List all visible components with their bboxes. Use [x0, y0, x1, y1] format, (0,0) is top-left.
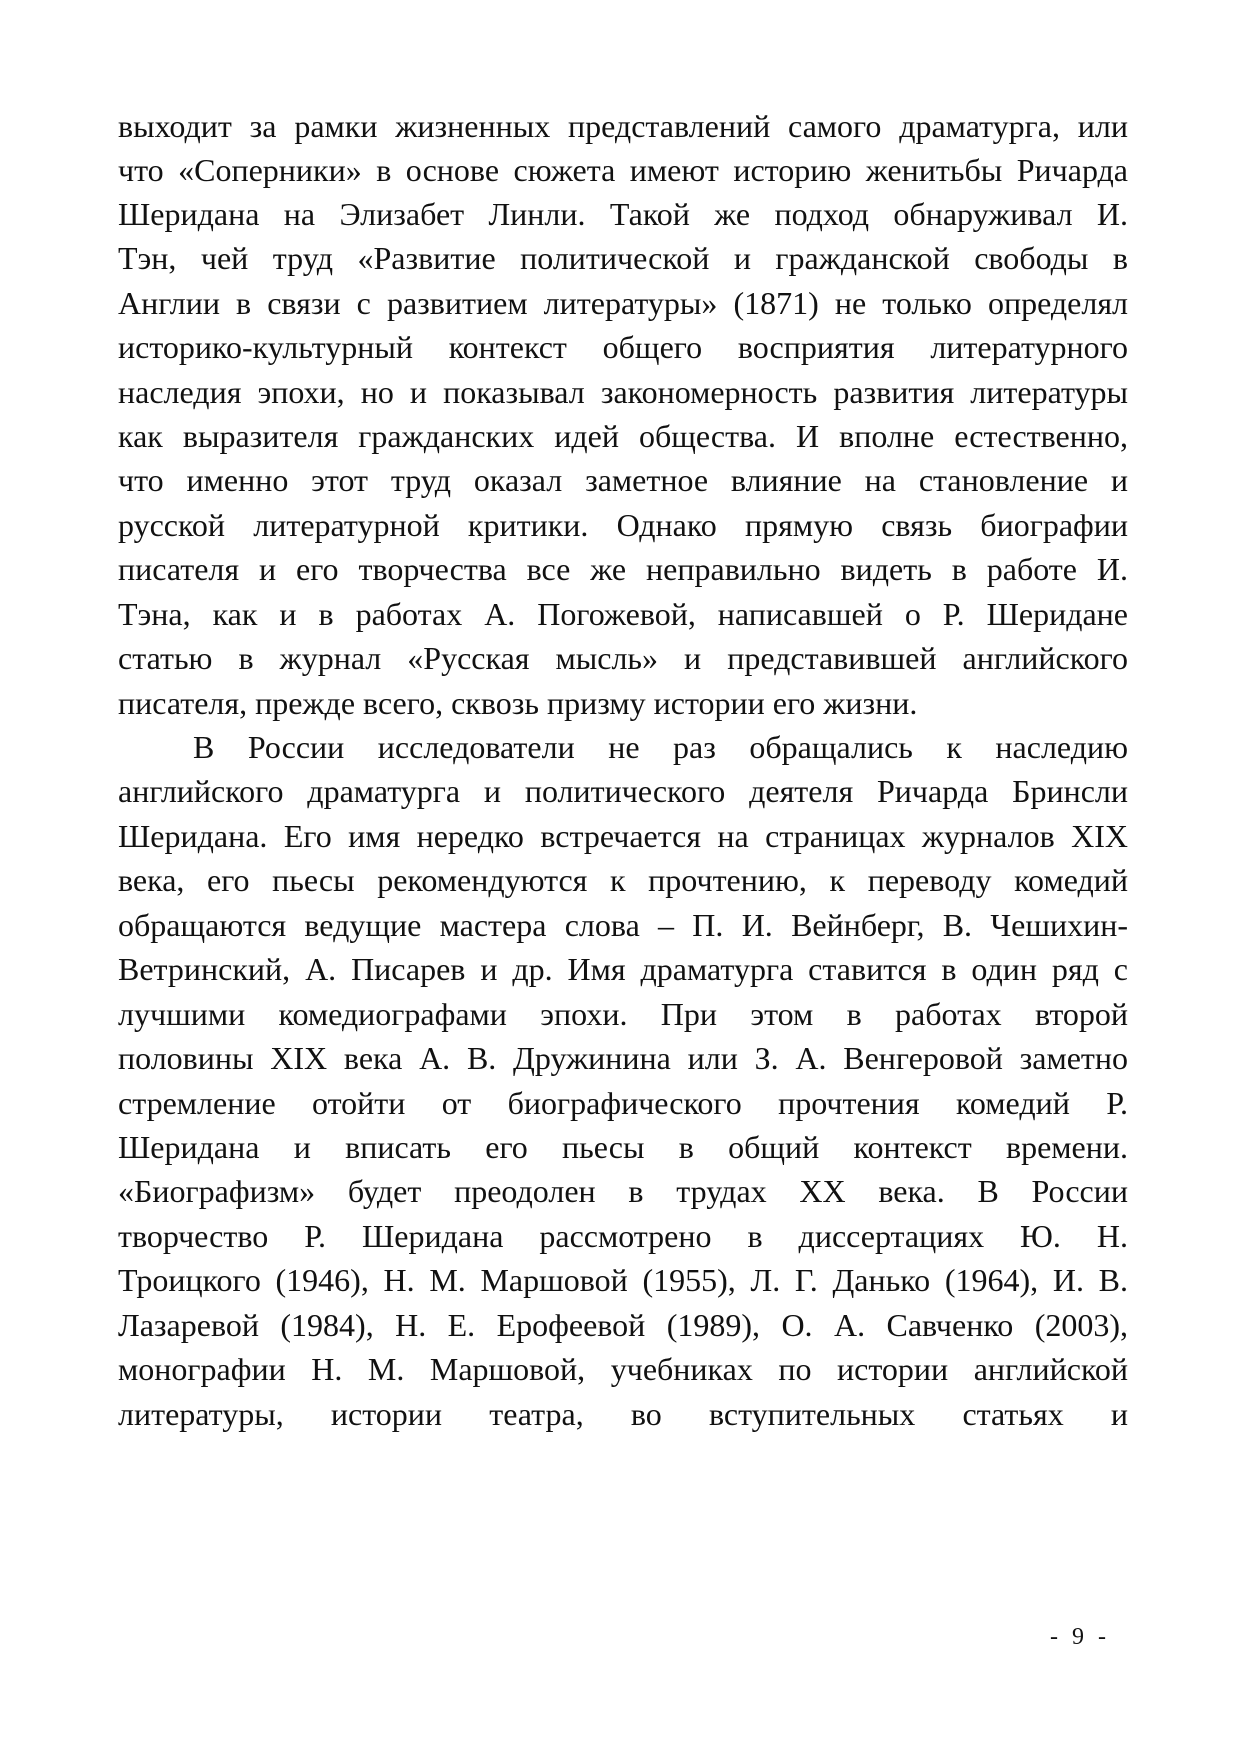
text-line: Англии в связи с развитием литературы» (1871) не только определял: [118, 285, 1128, 321]
text-line: В России исследователи не раз обращались к наследию: [193, 729, 1128, 765]
text-line: Тэна, как и в работах А. Погожевой, написавшей о Р. Шеридане: [118, 596, 1128, 632]
text-line: выходит за рамки жизненных представлений самого драматурга, или: [118, 108, 1128, 144]
text-line: обращаются ведущие мастера слова – П. И. Вейнберг, В. Чешихин-: [118, 907, 1128, 943]
text-line: русской литературной критики. Однако прямую связь биографии: [118, 507, 1128, 543]
text-line: стремление отойти от биографического прочтения комедий Р.: [118, 1085, 1128, 1121]
text-line: Шеридана. Его имя нередко встречается на страницах журналов XIX: [118, 818, 1128, 854]
text-line: Тэн, чей труд «Развитие политической и гражданской свободы в: [118, 240, 1128, 276]
text-line: лучшими комедиографами эпохи. При этом в работах второй: [118, 996, 1128, 1032]
text-line: как выразителя гражданских идей общества. И вполне естественно,: [118, 418, 1128, 454]
text-line: Лазаревой (1984), Н. Е. Ерофеевой (1989), О. А. Савченко (2003),: [118, 1307, 1128, 1343]
text-line: статью в журнал «Русская мысль» и представившей английского: [118, 640, 1128, 676]
text-line: писателя, прежде всего, сквозь призму истории его жизни.: [118, 685, 918, 721]
text-line: писателя и его творчества все же неправильно видеть в работе И.: [118, 551, 1128, 587]
text-line: Троицкого (1946), Н. М. Маршовой (1955), Л. Г. Данько (1964), И. В.: [118, 1262, 1128, 1298]
text-line: историко-культурный контекст общего восприятия литературного: [118, 329, 1128, 365]
text-line: что именно этот труд оказал заметное влияние на становление и: [118, 462, 1128, 498]
text-line: Шеридана и вписать его пьесы в общий контекст времени.: [118, 1129, 1128, 1165]
text-line: английского драматурга и политического деятеля Ричарда Бринсли: [118, 773, 1128, 809]
text-line: Ветринский, А. Писарев и др. Имя драматурга ставится в один ряд с: [118, 951, 1128, 987]
text-line: наследия эпохи, но и показывал закономерность развития литературы: [118, 374, 1128, 410]
text-line: «Биографизм» будет преодолен в трудах XX века. В России: [118, 1173, 1128, 1209]
text-line: что «Соперники» в основе сюжета имеют историю женитьбы Ричарда: [118, 152, 1128, 188]
text-line: творчество Р. Шеридана рассмотрено в диссертациях Ю. Н.: [118, 1218, 1128, 1254]
text-line: века, его пьесы рекомендуются к прочтению, к переводу комедий: [118, 862, 1128, 898]
text-line: монографии Н. М. Маршовой, учебниках по истории английской: [118, 1351, 1128, 1387]
text-line: половины XIX века А. В. Дружинина или З. А. Венгеровой заметно: [118, 1040, 1128, 1076]
page-number: - 9 -: [1050, 1624, 1110, 1650]
text-line: Шеридана на Элизабет Линли. Такой же подход обнаруживал И.: [118, 196, 1128, 232]
text-line: литературы, истории театра, во вступительных статьях и: [118, 1396, 1128, 1432]
